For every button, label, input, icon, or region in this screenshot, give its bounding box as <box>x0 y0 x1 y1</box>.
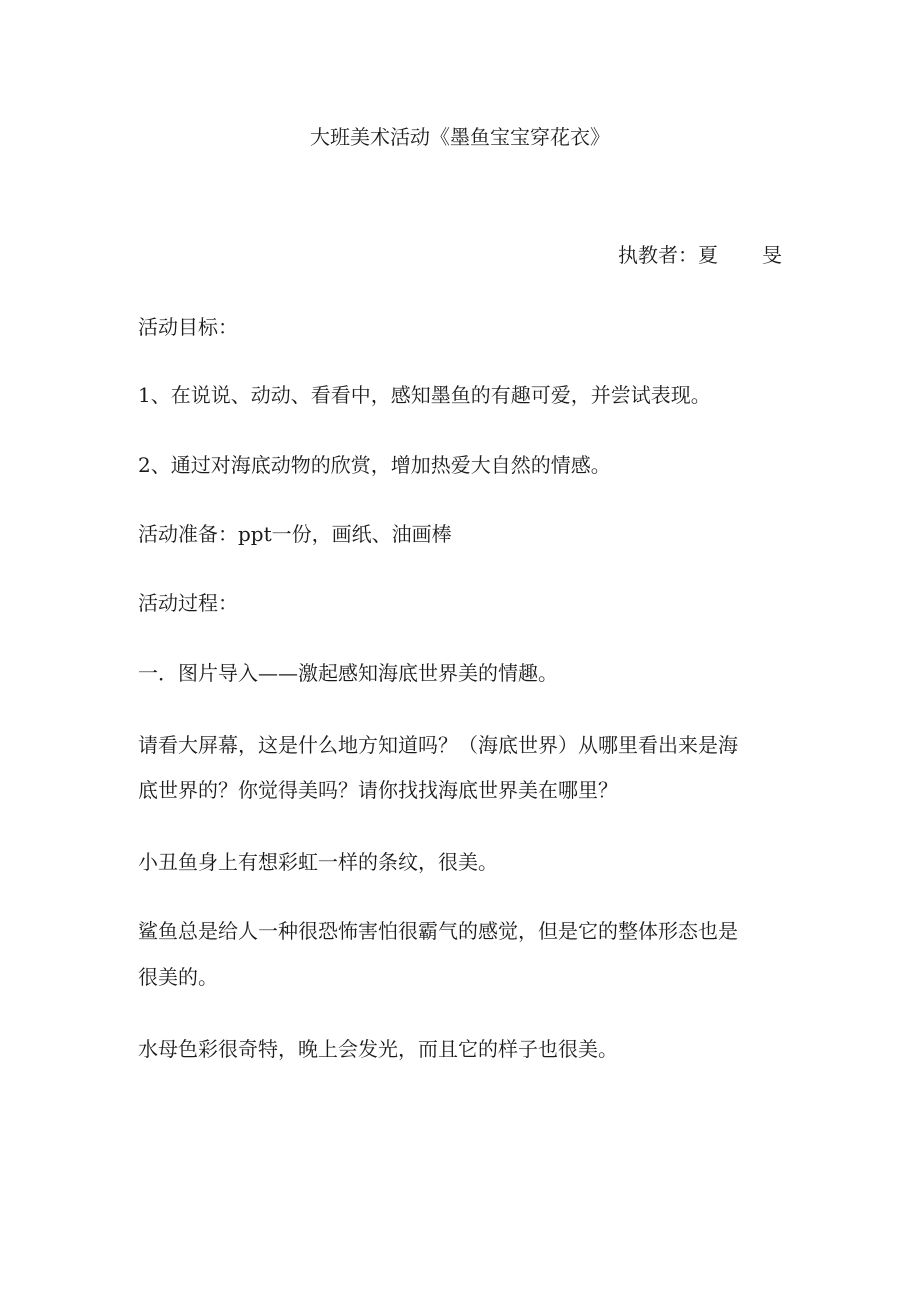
goal-2: 2、通过对海底动物的欣赏，增加热爱大自然的情感。 <box>138 453 611 477</box>
goal-1: 1、在说说、动动、看看中，感知墨鱼的有趣可爱，并尝试表现。 <box>138 383 711 407</box>
paragraph-2: 小丑鱼身上有想彩虹一样的条纹，很美。 <box>138 850 498 874</box>
preparation: 活动准备：ppt一份，画纸、油画棒 <box>138 522 452 546</box>
goals-heading: 活动目标： <box>138 315 238 339</box>
teacher-name-end: 旻 <box>762 243 782 267</box>
document-title: 大班美术活动《墨鱼宝宝穿花衣》 <box>310 125 610 149</box>
paragraph-3-line-1: 鲨鱼总是给人一种很恐怖害怕很霸气的感觉，但是它的整体形态也是 <box>138 919 738 943</box>
process-heading: 活动过程： <box>138 591 238 615</box>
step-1: 一．图片导入——激起感知海底世界美的情趣。 <box>138 661 558 685</box>
paragraph-3-line-2: 很美的。 <box>138 965 218 989</box>
paragraph-1-line-1: 请看大屏幕，这是什么地方知道吗？（海底世界）从哪里看出来是海 <box>138 733 738 757</box>
teacher-line <box>618 238 782 272</box>
paragraph-4: 水母色彩很奇特，晚上会发光，而且它的样子也很美。 <box>138 1037 618 1061</box>
paragraph-1-line-2: 底世界的？你觉得美吗？请你找找海底世界美在哪里？ <box>138 778 618 802</box>
teacher-label: 执教者：夏 <box>618 243 718 267</box>
